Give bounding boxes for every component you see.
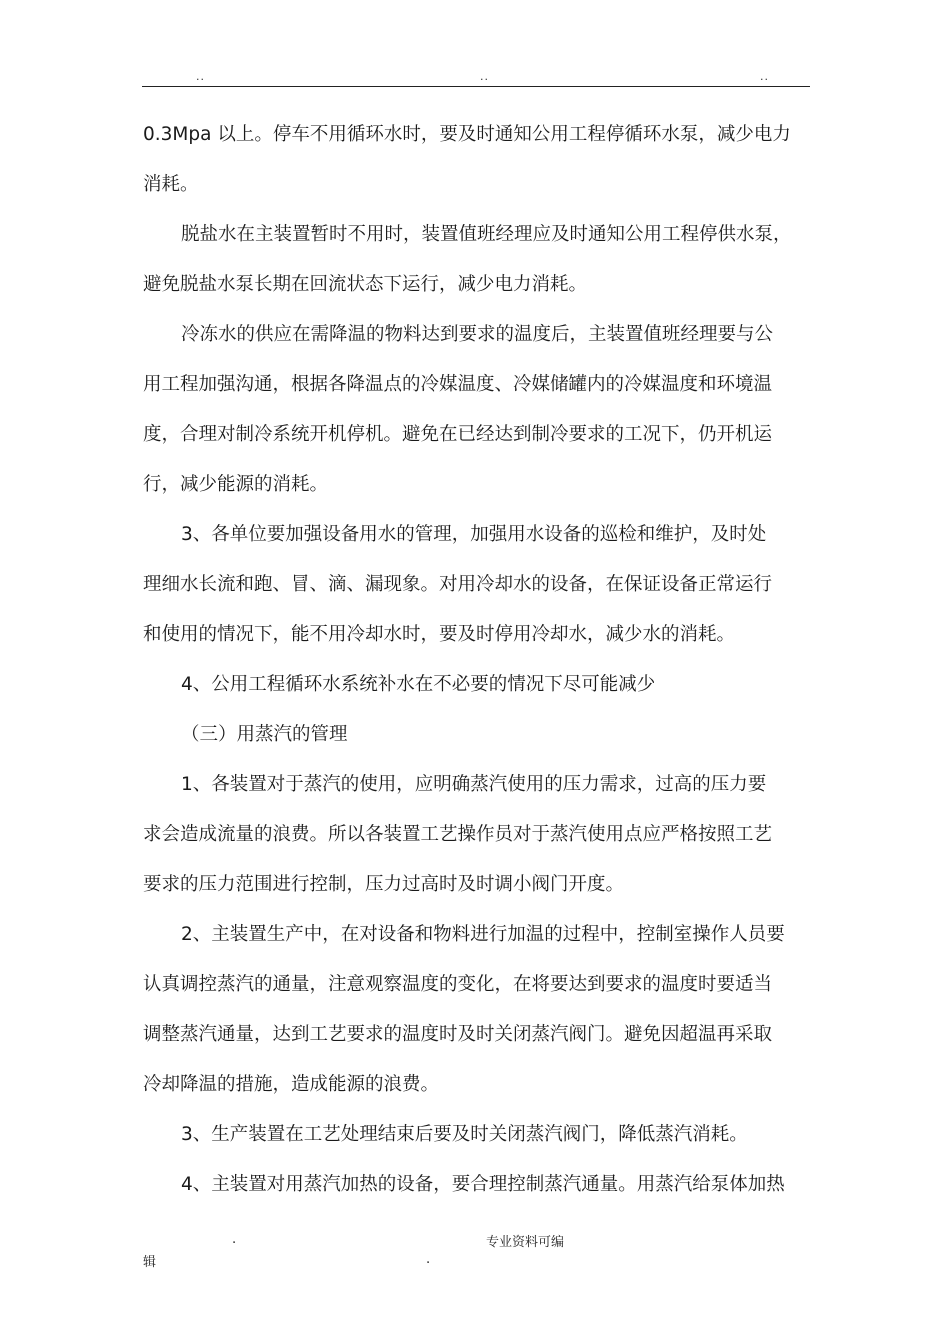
paragraph-start-line: 2、主装置生产中，在对设备和物料进行加温的过程中，控制室操作人员要 [181, 924, 785, 945]
document-body [143, 113, 811, 1213]
body-line: 度，合理对制冷系统开机停机。避免在已经达到制冷要求的工况下，仍开机运 [143, 424, 773, 445]
paragraph-start-line: 3、各单位要加强设备用水的管理，加强用水设备的巡检和维护，及时处 [181, 524, 767, 545]
paragraph-start-line: 冷冻水的供应在需降温的物料达到要求的温度后，主装置值班经理要与公 [181, 324, 774, 345]
body-line: 要求的压力范围进行控制，压力过高时及时调小阀门开度。 [143, 874, 625, 895]
body-line: 避免脱盐水泵长期在回流状态下运行，减少电力消耗。 [143, 274, 588, 295]
body-line: 和使用的情况下，能不用冷却水时，要及时停用冷却水，减少水的消耗。 [143, 624, 736, 645]
body-line: 行，减少能源的消耗。 [143, 474, 329, 495]
paragraph-start-line: 4、公用工程循环水系统补水在不必要的情况下尽可能减少 [181, 674, 656, 695]
body-line: 理细水长流和跑、冒、滴、漏现象。对用冷却水的设备，在保证设备正常运行 [143, 574, 773, 595]
header-mark-left: .. [196, 70, 205, 83]
body-line: 调整蒸汽通量，达到工艺要求的温度时及时关闭蒸汽阀门。避免因超温再采取 [143, 1024, 773, 1045]
footer-dot-left: . [232, 1232, 237, 1247]
header-mark-right: .. [760, 70, 769, 83]
paragraph-start-line: 脱盐水在主装置暂时不用时，装置值班经理应及时通知公用工程停供水泵， [181, 224, 792, 245]
paragraph-start-line: 4、主装置对用蒸汽加热的设备，要合理控制蒸汽通量。用蒸汽给泵体加热 [181, 1174, 785, 1195]
paragraph-start-line: 1、各装置对于蒸汽的使用，应明确蒸汽使用的压力需求，过高的压力要 [181, 774, 767, 795]
body-line: 冷却降温的措施，造成能源的浪费。 [143, 1074, 440, 1095]
header-mark-center: .. [480, 70, 489, 83]
body-line: 用工程加强沟通，根据各降温点的冷媒温度、冷媒储罐内的冷媒温度和环境温 [143, 374, 773, 395]
body-line: 0.3Mpa 以上。停车不用循环水时，要及时通知公用工程停循环水泵，减少电力 [143, 124, 791, 145]
body-line: 求会造成流量的浪费。所以各装置工艺操作员对于蒸汽使用点应严格按照工艺 [143, 824, 773, 845]
section-heading: （三）用蒸汽的管理 [181, 724, 348, 745]
body-line: 消耗。 [143, 174, 199, 195]
paragraph-start-line: 3、生产装置在工艺处理结束后要及时关闭蒸汽阀门，降低蒸汽消耗。 [181, 1124, 748, 1145]
footer-dot-right: . [426, 1252, 431, 1267]
header-rule [142, 86, 810, 87]
body-line: 认真调控蒸汽的通量，注意观察温度的变化，在将要达到要求的温度时要适当 [143, 974, 773, 995]
footer-text: 专业资料可编 [486, 1235, 565, 1250]
page-header-marks [142, 70, 810, 84]
footer-continuation: 辑 [143, 1255, 157, 1270]
